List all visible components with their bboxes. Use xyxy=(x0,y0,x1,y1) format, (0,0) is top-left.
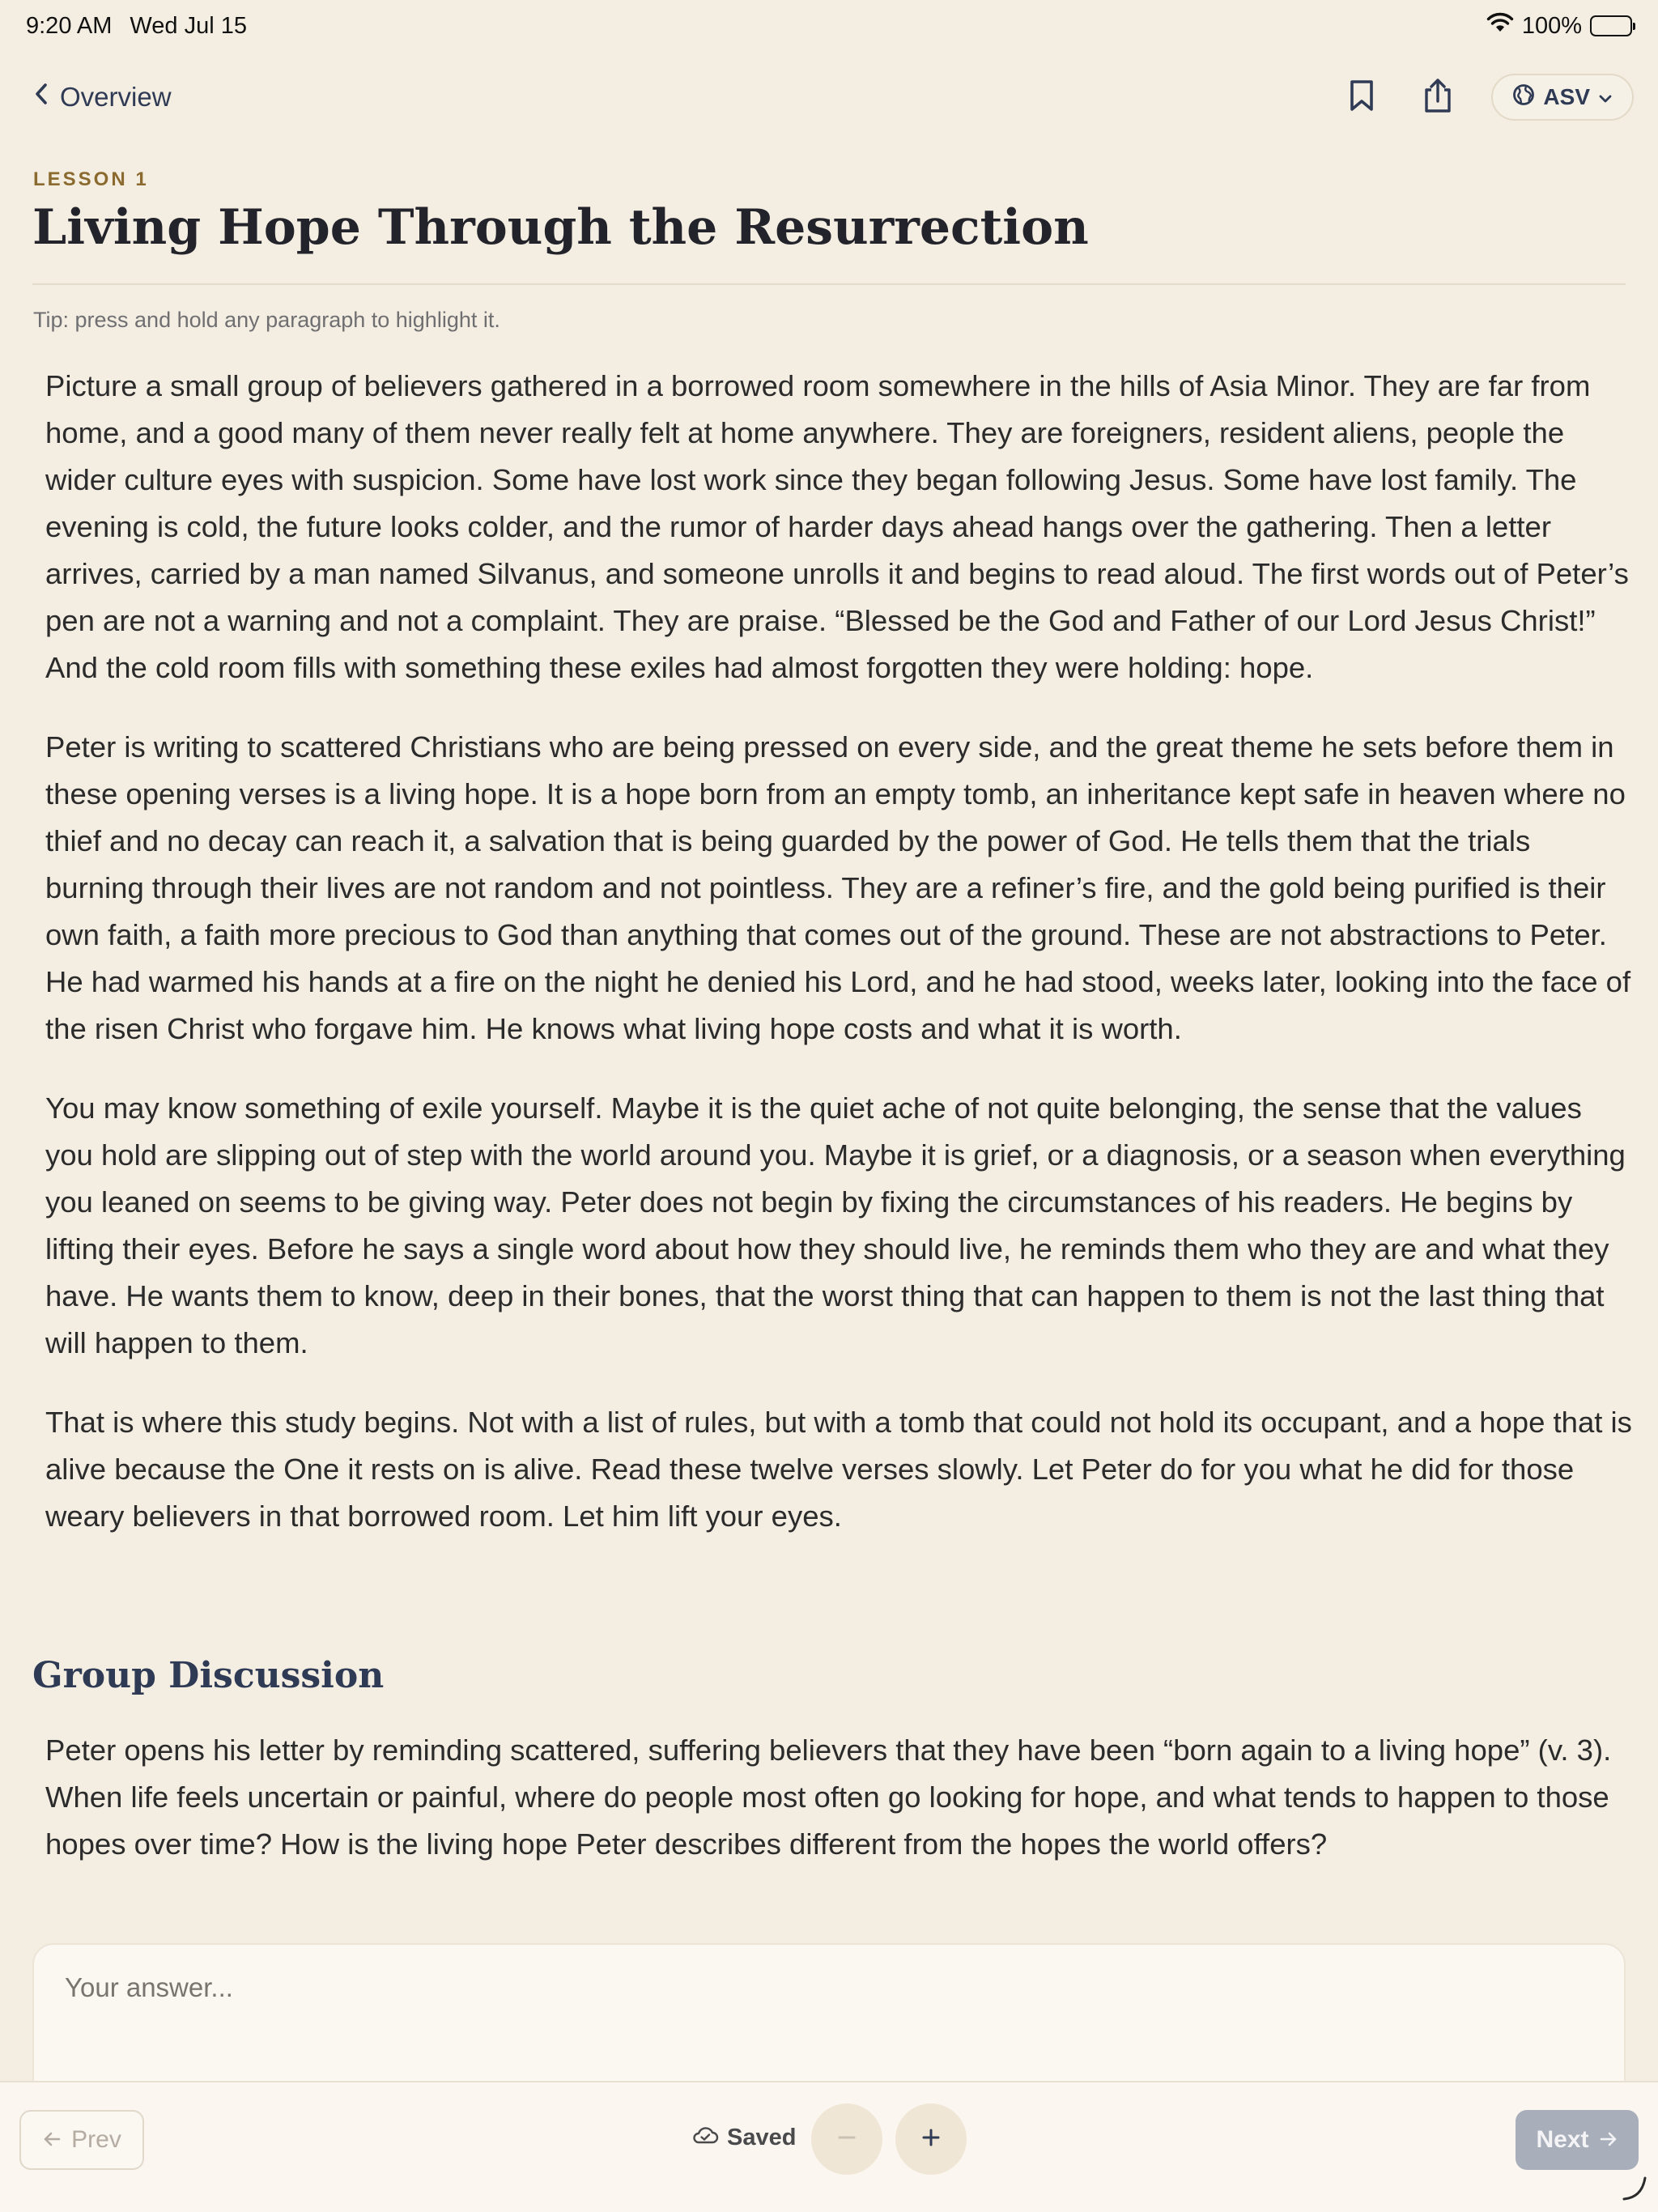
share-button[interactable] xyxy=(1415,74,1460,120)
arrow-right-icon xyxy=(1599,2126,1618,2154)
discussion-heading: Group Discussion xyxy=(32,1655,385,1696)
increase-text-size-button[interactable] xyxy=(895,2104,967,2175)
back-button[interactable] xyxy=(32,82,172,113)
bottom-toolbar xyxy=(0,2081,1658,2212)
version-selector[interactable] xyxy=(1491,74,1634,121)
bookmark-button[interactable] xyxy=(1339,74,1384,120)
resize-grip-icon[interactable] xyxy=(1619,2173,1648,2202)
prev-label: Prev xyxy=(71,2126,121,2153)
arrow-left-icon xyxy=(42,2126,62,2154)
lesson-paragraph[interactable]: Picture a small group of believers gathered in a borrowed room somewhere in the hills of Asia Minor. They are far from home, and a good many of them never really felt at home anywhere. They are foreigners, resident aliens, people the wider culture eyes with suspicion. Some have lost work since they began following Jesus. Some have lost family. The evening is cold, the future looks colder, and the rumor of harder days ahead hangs over the gathering. Then a letter arrives, carried by a man named Silvanus, and someone unrolls it and begins to read aloud. The first words out of Peter’s pen are not a warning and not a complaint. They are praise. “Blessed be the God and Father of our Lord Jesus Christ!” And the cold room fills with something these exiles had almost forgotten they were holding: hope. xyxy=(45,369,1629,684)
lesson-number: LESSON 1 xyxy=(33,168,149,190)
lesson-paragraph[interactable]: You may know something of exile yourself. Maybe it is the quiet ache of not quite belonging, the sense that the values you hold are slipping out of step with the world around you. Maybe it is grief, or a diagnosis, or a season when everything you leaned on seems to be giving way. Peter does not begin by fixing the circumstances of his readers. He begins by lifting their eyes. Before he says a single word about how they should live, he reminds them who they are and what they have. He wants them to know, deep in their bones, that the worst thing that can happen to them is not the last thing that will happen to them. xyxy=(45,1091,1626,1359)
status-date: Wed Jul 15 xyxy=(130,12,247,39)
plus-icon xyxy=(919,2125,943,2154)
saved-label: Saved xyxy=(727,2125,797,2150)
version-label: ASV xyxy=(1543,84,1590,109)
status-left xyxy=(26,13,247,40)
status-bar xyxy=(0,0,1658,52)
cloud-check-icon xyxy=(691,2125,719,2151)
next-button[interactable] xyxy=(1516,2110,1639,2170)
back-label: Overview xyxy=(60,82,172,112)
chevron-left-icon xyxy=(32,82,50,113)
globe-icon xyxy=(1512,83,1535,112)
bookmark-icon xyxy=(1348,79,1375,117)
decrease-text-size-button[interactable] xyxy=(811,2104,882,2175)
next-label: Next xyxy=(1536,2126,1589,2153)
page-title: Living Hope Through the Resurrection xyxy=(32,199,1089,256)
prev-button[interactable] xyxy=(19,2110,144,2170)
chevron-down-icon xyxy=(1598,84,1613,110)
discussion-question: Peter opens his letter by reminding scattered, suffering believers that they have been “born again to a living hope” (v. 3). When life feels uncertain or painful, where do people most often go looking for hope, and what tends to happen to those hopes over time? How is the living hope Peter describes different from the hopes the world offers? xyxy=(45,1733,1612,1861)
status-right xyxy=(1486,12,1632,40)
highlight-tip: Tip: press and hold any paragraph to highlight it. xyxy=(33,308,500,332)
wifi-icon xyxy=(1486,12,1514,40)
share-icon xyxy=(1422,77,1454,118)
battery-percent: 100% xyxy=(1521,12,1582,39)
nav-bar xyxy=(0,65,1658,130)
nav-actions xyxy=(1339,74,1634,121)
status-time: 9:20 AM xyxy=(26,12,113,39)
lesson-paragraph[interactable]: Peter is writing to scattered Christians who are being pressed on every side, and the great theme he sets before them in these opening verses is a living hope. It is a hope born from an empty tomb, an inheritance kept safe in heaven where no thief and no decay can reach it, a salvation that is being guarded by the power of God. He tells them that the trials burning through their lives are not random and not pointless. They are a refiner’s fire, and the gold being purified is their own faith, a faith more precious to God than anything that comes out of the ground. These are not abstractions to Peter. He had warmed his hands at a fire on the night he denied his Lord, and he had stood, weeks later, looking into the face of the risen Christ who forgave him. He knows what living hope costs and what it is worth. xyxy=(45,730,1631,1045)
answer-input[interactable]: Your answer... xyxy=(32,1943,1626,2170)
header-divider xyxy=(32,283,1626,285)
minus-icon xyxy=(835,2125,859,2154)
lesson-paragraph[interactable]: That is where this study begins. Not with a list of rules, but with a tomb that could not hold its occupant, and a hope that is alive because the One it rests on is alive. Read these twelve verses slowly. Let Peter do for you what he did for those weary believers in that borrowed room. Let him lift your eyes. xyxy=(45,1406,1632,1533)
battery-icon xyxy=(1590,15,1632,36)
lesson-body xyxy=(45,363,1632,1572)
save-status xyxy=(691,2125,796,2151)
